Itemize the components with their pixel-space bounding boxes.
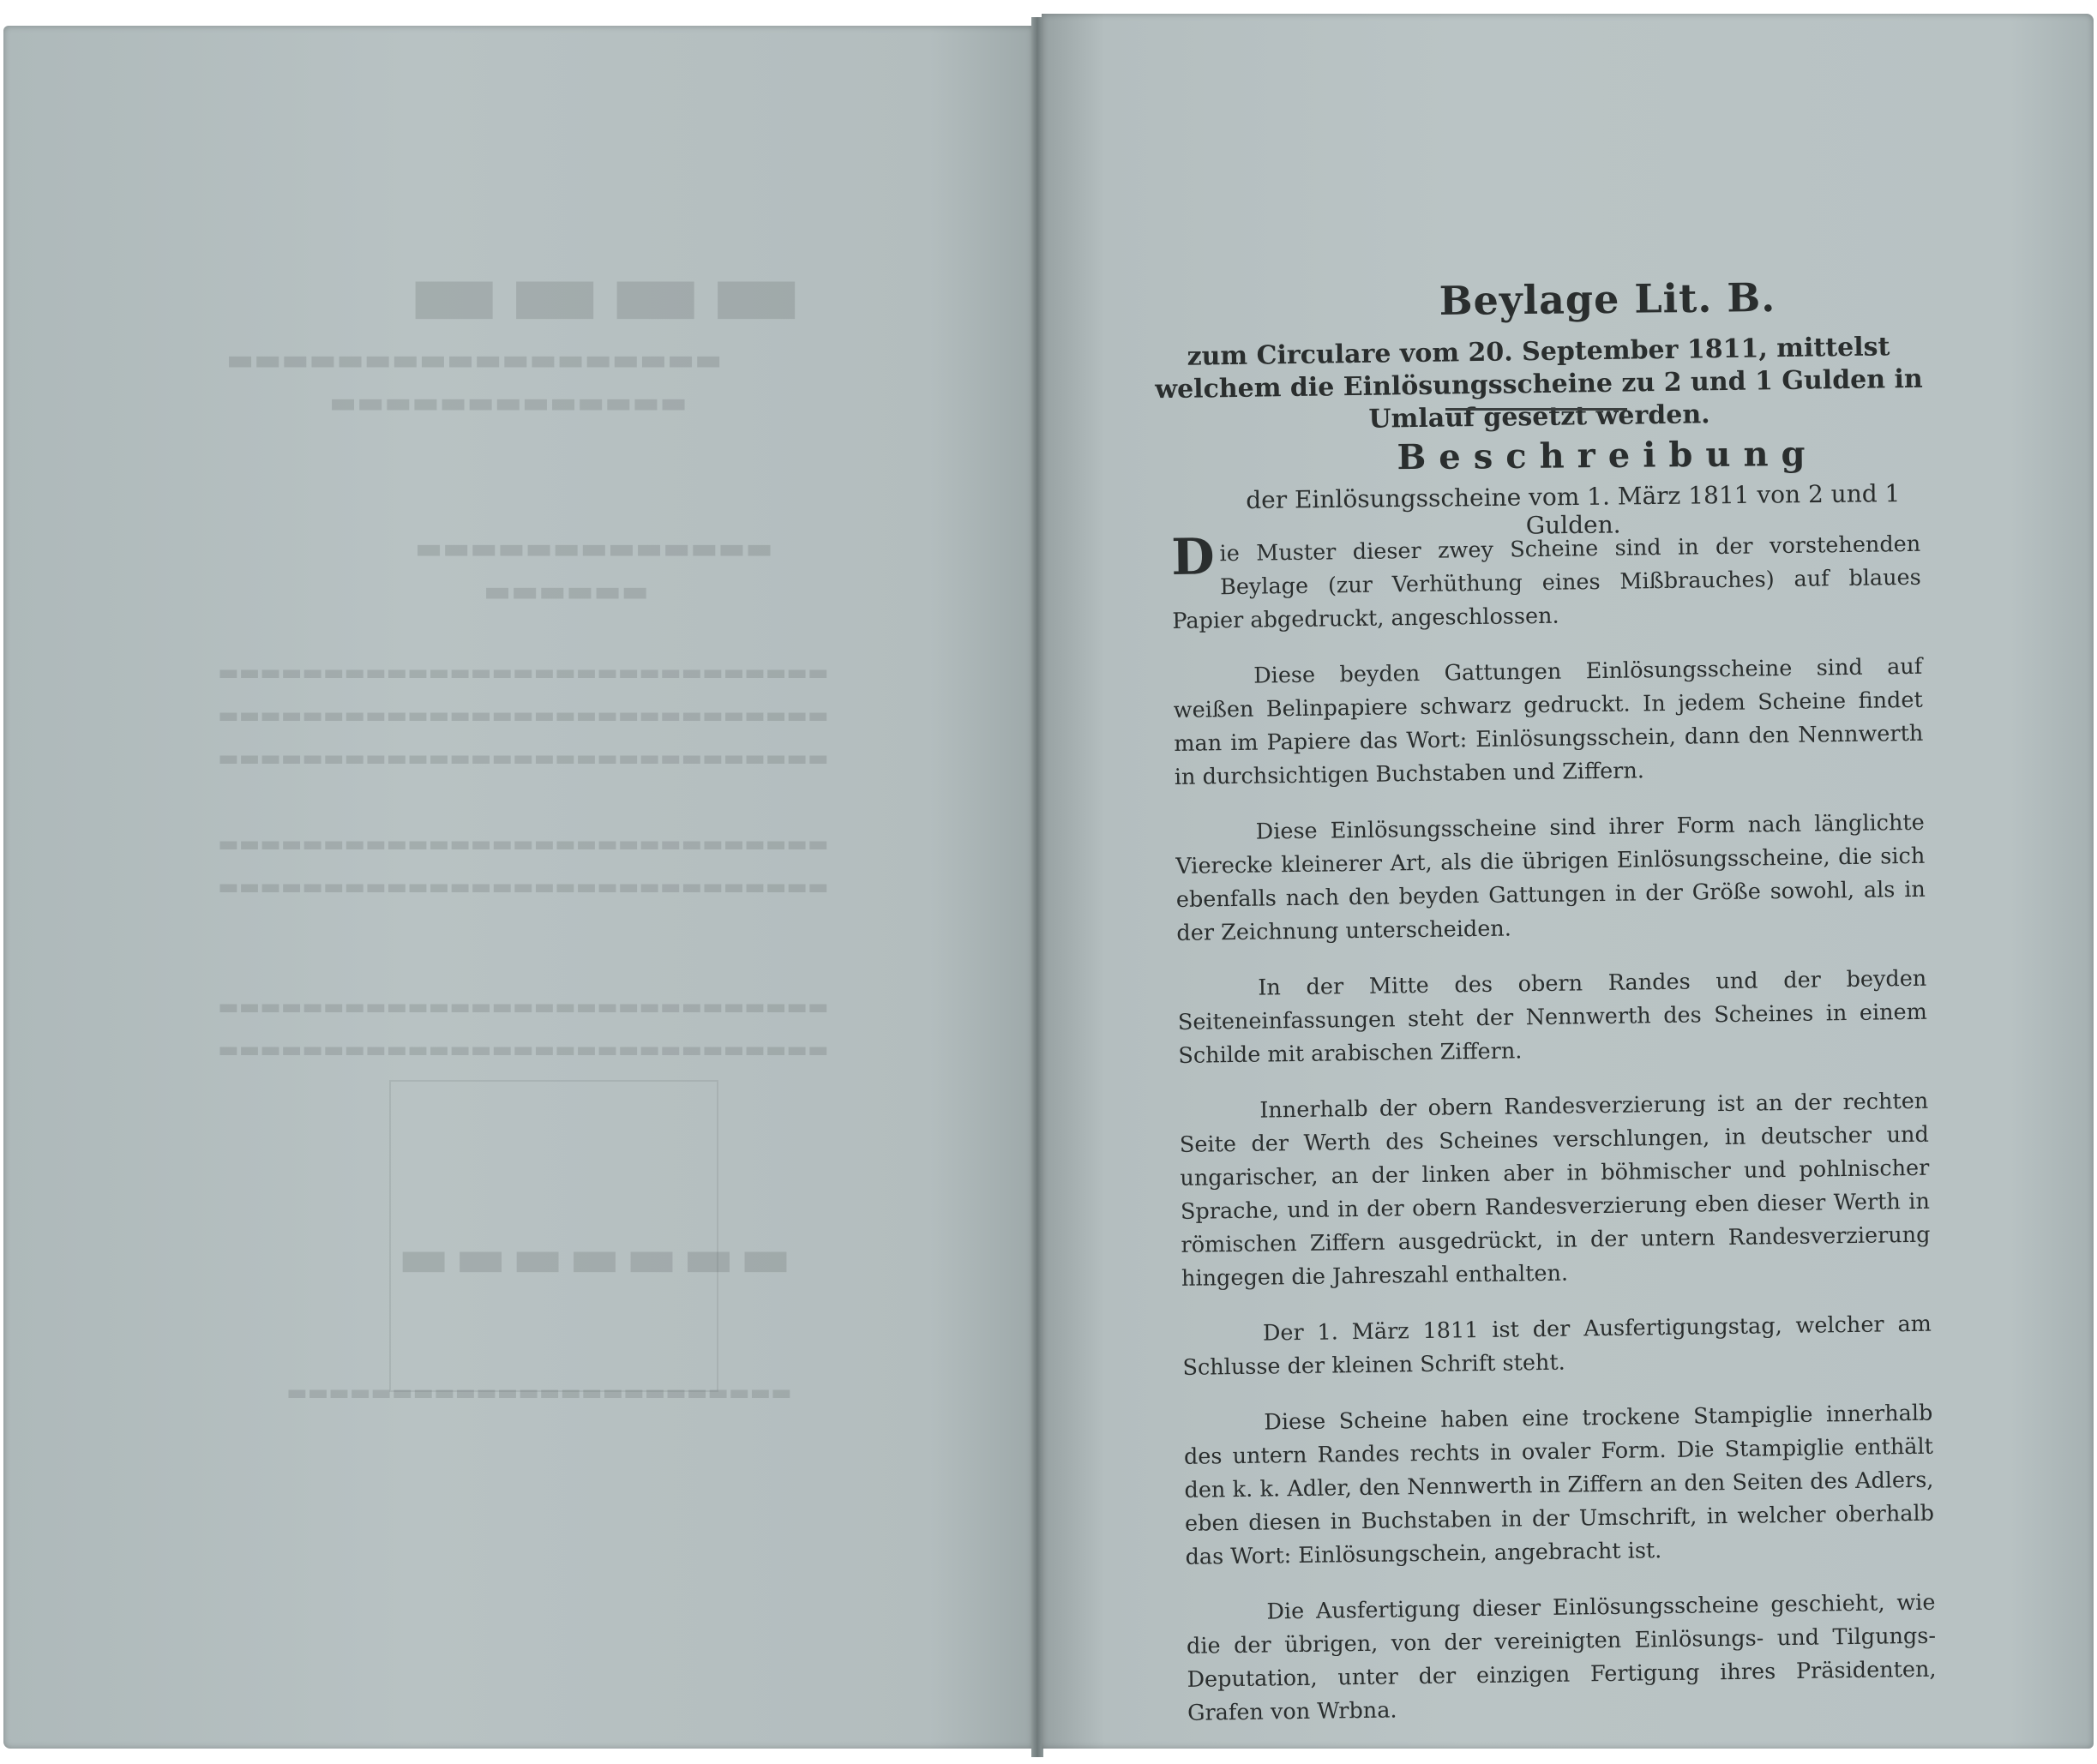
bleed-through-line: ▬▬▬▬▬▬▬▬▬▬▬▬▬▬▬▬▬▬▬▬▬▬▬▬▬▬▬▬▬ — [218, 874, 829, 900]
bleed-through-line: ▬▬▬▬▬▬▬▬▬▬▬▬▬▬▬▬▬▬▬▬▬▬▬▬▬▬▬▬▬ — [218, 703, 829, 729]
left-page — [3, 26, 1033, 1749]
drop-cap: D — [1170, 527, 1216, 586]
section-subtitle: der Einlösungsscheine vom 1. März 1811 von 2 und 1 Gulden. — [1246, 479, 1901, 540]
paragraph-4: In der Mitte des obern Randes und der beyden Seiteneinfassungen steht der Nennwerth des Scheines in einem Schilde mit arabischen Ziffern. — [1177, 965, 1928, 1069]
paragraph-text: ie Muster dieser zwey Scheine sind in der vorstehenden Beylage (zur Verhüthung eines Mißbrauches) auf blaues Papier abgedruckt, angeschlossen. — [1172, 531, 1921, 634]
section-title: Beschreibung — [1397, 433, 1818, 478]
paragraph-5: Innerhalb der obern Randesverzierung ist an der rechten Seite der Werth des Scheines verschlungen, in deutscher und ungarischer, an der linken aber in böhmischer und pohlnischer Sprache, und in der obern Randesverzierung eben dieser Werth in römischen Ziffern ausgedrückt, in der untern Randesverzierung hingegen die Jahreszahl enthalten. — [1179, 1088, 1931, 1292]
bleed-through-line: ▬▬▬▬▬▬▬▬▬▬▬▬▬▬▬▬▬▬▬▬▬▬▬▬▬▬▬▬▬ — [218, 746, 829, 771]
paragraph-3: Diese Einlösungsscheine sind ihrer Form nach länglichte Vierecke kleinerer Art, als die übrigen Einlösungsscheine, die sich ebenfalls nach den beyden Gattungen in der Größe sowohl, als in der Zeichnung unterscheiden. — [1175, 809, 1926, 946]
bleed-through-title: ▬▬▬▬ — [406, 231, 809, 351]
bleed-through-signature: ▬▬▬▬▬▬▬ — [398, 1226, 797, 1290]
paragraph-8: Die Ausfertigung dieser Einlösungsscheine geschieht, wie die der übrigen, von der vereinigten Einlösungs- und Tilgungs-Deputation, unter der einzigen Fertigung ihres Präsidenten, Grafen von Wrbna. — [1186, 1589, 1937, 1726]
bleed-through-line: ▬▬▬▬▬▬▬▬▬▬▬▬▬▬▬▬▬▬ — [226, 343, 723, 377]
bleed-through-line: ▬▬▬▬▬▬▬▬▬▬▬▬▬▬▬▬▬▬▬▬▬▬▬▬▬▬▬▬▬ — [218, 1037, 829, 1063]
paragraph-2: Diese beyden Gattungen Einlösungsscheine sind auf weißen Belinpapiere schwarz gedruckt. In jedem Scheine findet man im Papiere das Wort: Einlösungsschein, dann den Nennwerth in durchsichtigen Buchstaben und Ziffern. — [1173, 653, 1924, 790]
bleed-through-line: ▬▬▬▬▬▬ — [484, 574, 649, 609]
bleed-through-line: ▬▬▬▬▬▬▬▬▬▬▬▬▬ — [415, 531, 773, 566]
bleed-through-line: ▬▬▬▬▬▬▬▬▬▬▬▬▬▬▬▬▬▬▬▬▬▬▬▬▬▬▬▬▬ — [218, 831, 829, 857]
bleed-through-line: ▬▬▬▬▬▬▬▬▬▬▬▬▬▬▬▬▬▬▬▬▬▬▬▬▬▬▬▬▬ — [218, 994, 829, 1020]
paragraph-6: Der 1. März 1811 ist der Ausfertigungstag, welcher am Schlusse der kleinen Schrift steht. — [1182, 1311, 1932, 1381]
bleed-through-line: ▬▬▬▬▬▬▬▬▬▬▬▬▬ — [329, 386, 688, 420]
paragraph-7: Diese Scheine haben eine trockene Stampiglie innerhalb des untern Randes rechts in ovaler Form. Die Stampiglie enthält den k. k. Adler, den Nennwerth in Ziffern an den Seiten des Adlers, eben diesen in Buchstaben in der Umschrift, in welcher oberhalb das Wort: Einlösungschein, angebracht ist. — [1183, 1400, 1935, 1570]
divider-rule — [1445, 408, 1627, 411]
bleed-through-line: ▬▬▬▬▬▬▬▬▬▬▬▬▬▬▬▬▬▬▬▬▬▬▬▬ — [286, 1380, 792, 1406]
description-body — [1171, 528, 1938, 1753]
paragraph-1 — [1171, 528, 1922, 639]
bleed-through-line: ▬▬▬▬▬▬▬▬▬▬▬▬▬▬▬▬▬▬▬▬▬▬▬▬▬▬▬▬▬ — [218, 660, 829, 686]
appendix-subtitle: zum Circulare vom 20. September 1811, mittelst welchem die Einlösungsscheine zu 2 und 1 Gulden in Umlauf gesetzt werden. — [1155, 332, 1923, 435]
appendix-title: Beylage Lit. B. — [1439, 273, 1776, 325]
